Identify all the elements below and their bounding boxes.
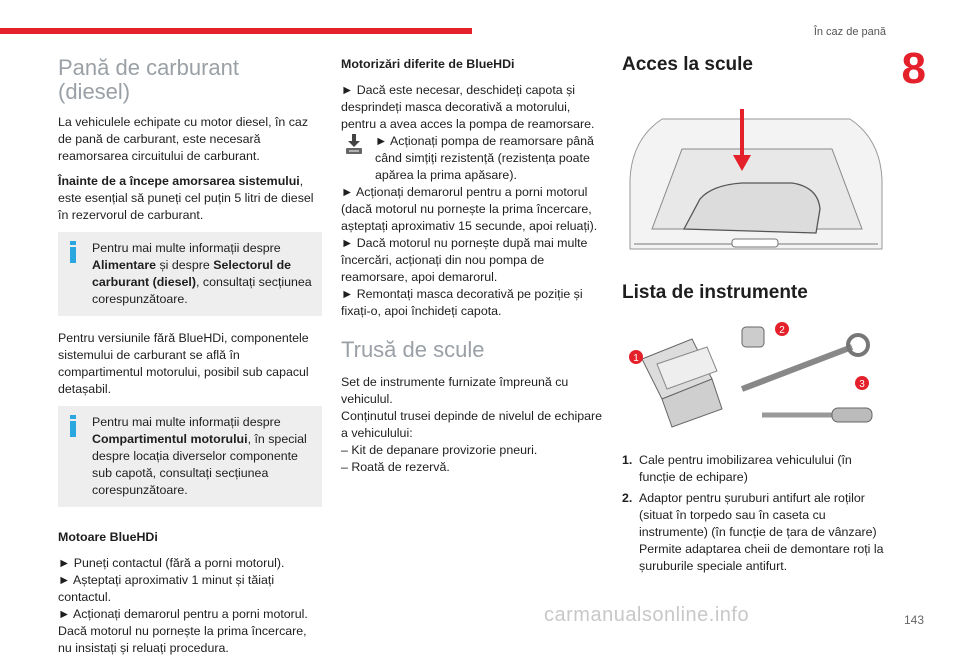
- tool-item: 1. Cale pentru imobilizarea vehiculului (în funcție de echipare): [622, 453, 852, 484]
- fuel-outage-title: Pană de carburant (diesel): [58, 55, 240, 104]
- priming-pump-icon: [343, 134, 365, 156]
- kit-intro: Set de instrumente furnizate împreună cu vehiculul.: [341, 375, 569, 406]
- non-bluehdi-heading: Motorizări diferite de BlueHDi: [341, 57, 515, 71]
- chapter-number: 8: [901, 44, 926, 93]
- before-priming-paragraph: Înainte de a începe amorsarea sistemului, este esențial să puneți cel puțin 5 litri de diesel în rezervorul de carburant.: [58, 174, 314, 222]
- priming-step: ► Dacă este necesar, deschideți capota și desprindeți masca decorativă a motorului, pentru a avea acces la pompa de reamorsare.: [341, 83, 595, 131]
- tool-item: 2. Adaptor pentru șuruburi antifurt ale roților (situat în torpedo sau în caseta cu instrumente) (în funcție de țara de vânzare) Permite adaptarea cheii de demontare roți la șuruburile speciale antifurt.: [622, 491, 884, 573]
- bluehdi-step: ► Acționați demarorul pentru a porni motorul. Dacă motorul nu pornește la prima încercare, nu insistați și reluați procedura.: [58, 607, 308, 655]
- boot-floor-illustration: [622, 89, 890, 259]
- info-icon: [66, 241, 80, 263]
- bluehdi-heading: Motoare BlueHDi: [58, 530, 158, 544]
- tool-badge: 2: [779, 325, 785, 336]
- non-bluehdi-paragraph: Pentru versiunile fără BlueHDi, componentele sistemului de carburant se află în compartimentul motorului, posibil sub capacul detașabil.: [58, 331, 309, 396]
- intro-paragraph: La vehiculele echipate cu motor diesel, în caz de pană de carburant, este necesară reamorsarea circuitului de carburant.: [58, 115, 309, 163]
- watermark: carmanualsonline.info: [544, 604, 750, 626]
- page-number: 143: [903, 613, 924, 627]
- tool-access-title: Acces la scule: [622, 54, 753, 75]
- tool-kit-title: Trusă de scule: [341, 337, 485, 362]
- priming-step: ► Remontați masca decorativă pe poziție și fixați-o, apoi închideți capota.: [341, 287, 583, 318]
- priming-step-pump: ► Acționați pompa de reamorsare până când simțiți rezistență (rezistența poate apărea la prima apăsare).: [341, 133, 605, 184]
- tool-badge: 1: [633, 353, 639, 364]
- tools-illustration: [622, 319, 890, 429]
- info-icon: [66, 415, 80, 437]
- kit-content: Conținutul trusei depinde de nivelul de echipare a vehiculului:: [341, 409, 603, 440]
- info-box-engine-compartment: Pentru mai multe informații despre Compartimentul motorului, în special despre locația diverselor componente sub capotă, consultați secțiunea corespunzătoare.: [58, 406, 322, 507]
- kit-item: – Kit de depanare provizorie pneuri.: [341, 443, 538, 457]
- column-1: [58, 56, 322, 665]
- tool-badge: 3: [859, 379, 865, 390]
- priming-step: ► Dacă motorul nu pornește după mai multe încercări, acționați din nou pompa de reamorsare, apoi demarorul.: [341, 236, 588, 284]
- section-title: În caz de pană: [813, 26, 886, 38]
- bluehdi-step: ► Puneți contactul (fără a porni motorul).: [58, 556, 285, 570]
- bluehdi-step: ► Așteptați aproximativ 1 minut și tăiați contactul.: [58, 573, 275, 604]
- column-3: [622, 56, 890, 579]
- column-2: [341, 56, 605, 484]
- kit-item: – Roată de rezervă.: [341, 460, 450, 474]
- header-accent-bar: [0, 28, 472, 34]
- priming-step: ► Acționați demarorul pentru a porni motorul (dacă motorul nu pornește la prima încercare, așteptați aproximativ 15 secunde, apoi reluați).: [341, 185, 598, 233]
- info-box-refuelling: Pentru mai multe informații despre Alimentare și despre Selectorul de carburant (diesel), consultați secțiunea corespunzătoare.: [58, 232, 322, 316]
- tools-list-title: Lista de instrumente: [622, 282, 808, 303]
